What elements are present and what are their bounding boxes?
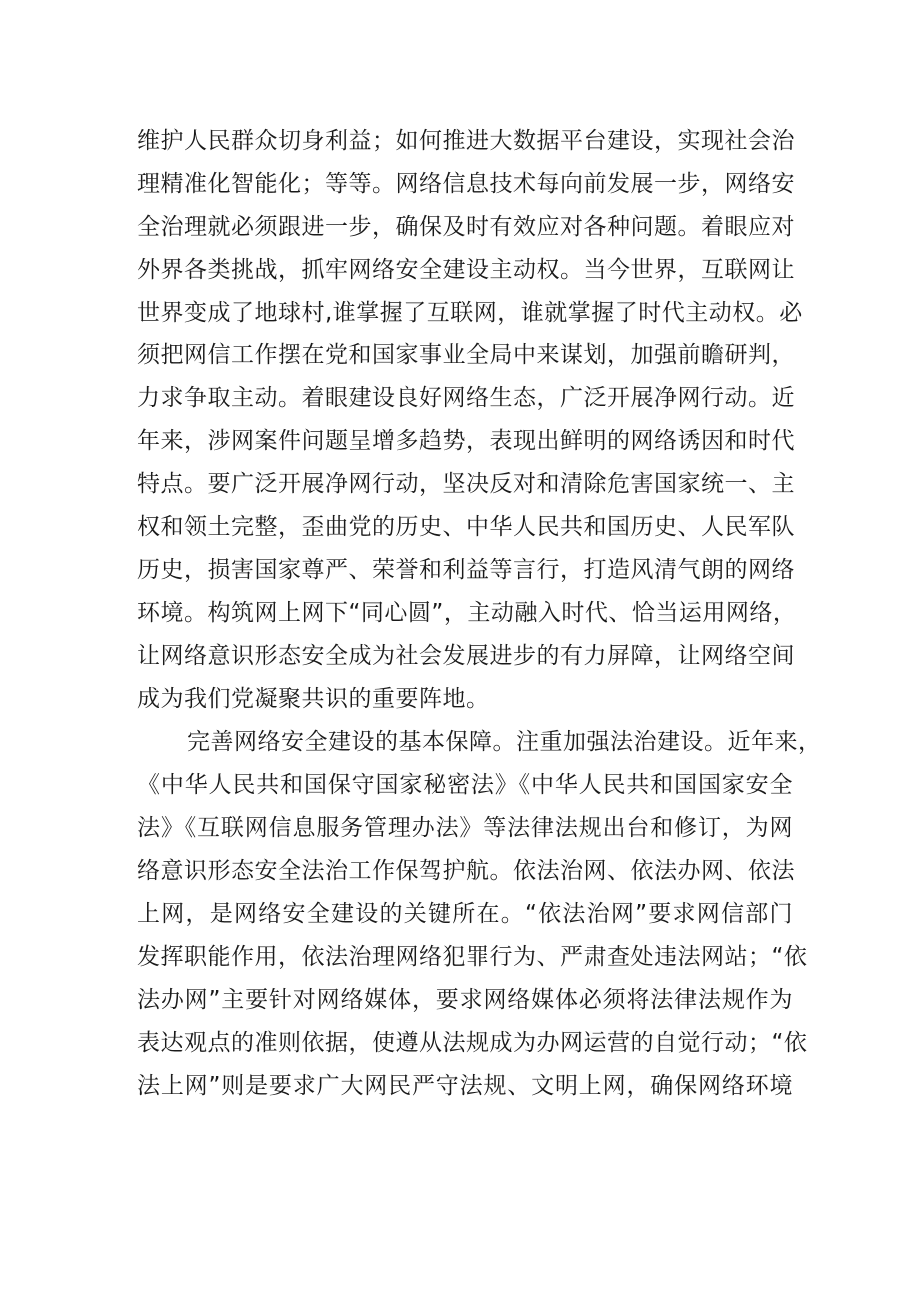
text-line: 上网，是网络安全建设的关键所在。“依法治网”要求网信部门 xyxy=(137,901,793,927)
text-line: 年来，涉网案件问题呈增多趋势，表现出鲜明的网络诱因和时代 xyxy=(137,428,795,454)
paragraph-heading-line: 完善网络安全建设的基本保障。注重加强法治建设。近年来， xyxy=(187,729,822,755)
text-line: 络意识形态安全法治工作保驾护航。依法治网、依法办网、依法 xyxy=(137,858,795,884)
text-line: 外界各类挑战，抓牢网络安全建设主动权。当今世界，互联网让 xyxy=(137,257,795,283)
text-line: 《中华人民共和国保守国家秘密法》《中华人民共和国国家安全 xyxy=(137,772,793,798)
text-line: 法办网”主要针对网络媒体，要求网络媒体必须将法律法规作为 xyxy=(137,987,793,1013)
text-line: 环境。构筑网上网下“同心圆”，主动融入时代、恰当运用网络， xyxy=(137,600,797,626)
text-line: 力求争取主动。着眼建设良好网络生态，广泛开展净网行动。近 xyxy=(137,385,795,411)
text-line: 世界变成了地球村,谁掌握了互联网，谁就掌握了时代主动权。必 xyxy=(137,300,803,326)
text-line: 法上网”则是要求广大网民严守法规、文明上网，确保网络环境 xyxy=(137,1073,793,1099)
text-line: 让网络意识形态安全成为社会发展进步的有力屏障，让网络空间 xyxy=(137,643,795,669)
text-line: 特点。要广泛开展净网行动，坚决反对和清除危害国家统一、主 xyxy=(137,471,795,497)
text-line: 全治理就必须跟进一步，确保及时有效应对各种问题。着眼应对 xyxy=(137,214,795,240)
text-line: 历史，损害国家尊严、荣誉和利益等言行，打造风清气朗的网络 xyxy=(137,557,795,583)
text-line: 法》《互联网信息服务管理办法》等法律法规出台和修订，为网 xyxy=(137,815,793,841)
text-line: 表达观点的准则依据，使遵从法规成为办网运营的自觉行动；“依 xyxy=(137,1030,808,1056)
text-line: 理精准化智能化；等等。网络信息技术每向前发展一步，网络安 xyxy=(137,171,795,197)
text-line: 成为我们党凝聚共识的重要阵地。 xyxy=(137,686,490,712)
text-line: 发挥职能作用，依法治理网络犯罪行为、严肃查处违法网站；“依 xyxy=(137,944,808,970)
text-line: 维护人民群众切身利益；如何推进大数据平台建设，实现社会治 xyxy=(137,128,795,154)
text-line: 须把网信工作摆在党和国家事业全局中来谋划，加强前瞻研判， xyxy=(137,342,795,368)
text-line: 权和领土完整，歪曲党的历史、中华人民共和国历史、人民军队 xyxy=(137,514,795,540)
